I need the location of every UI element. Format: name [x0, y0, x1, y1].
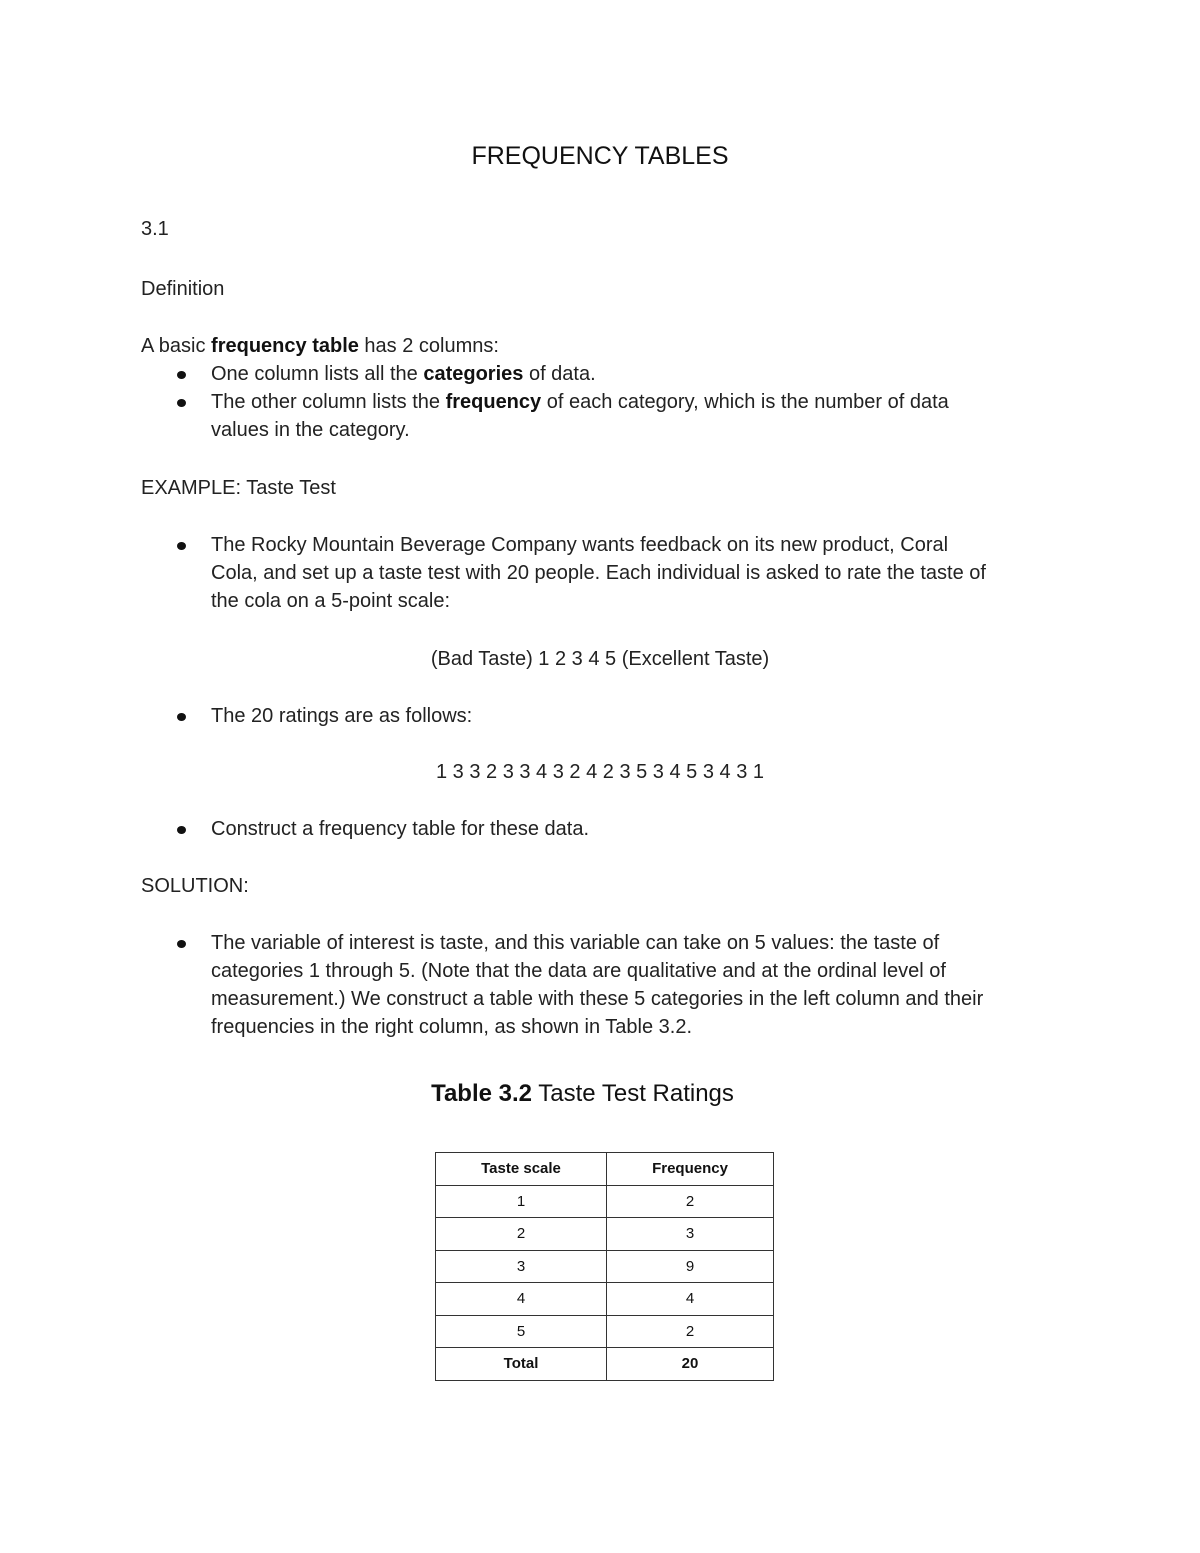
cell: 3 [436, 1250, 607, 1283]
example-line: Cola, and set up a taste test with 20 people. Each individual is asked to rate the taste of [211, 562, 986, 584]
cell: 5 [436, 1315, 607, 1348]
bullet-icon [177, 542, 186, 550]
cell: 2 [607, 1185, 774, 1218]
solution-heading: SOLUTION: [141, 875, 249, 897]
table-row [436, 1218, 774, 1251]
table-row [436, 1250, 774, 1283]
text: of data. [523, 363, 596, 385]
solution-line: The variable of interest is taste, and this variable can take on 5 values: the taste of [211, 932, 940, 954]
caption-text: Taste Test Ratings [532, 1080, 734, 1107]
page-title: FREQUENCY TABLES [471, 142, 729, 170]
bold-term: frequency table [211, 335, 359, 357]
bullet-categories [211, 360, 596, 388]
bullet-frequency-cont: values in the category. [211, 419, 410, 441]
bullet-frequency [211, 388, 949, 416]
section-number: 3.1 [141, 218, 169, 240]
cell: 9 [607, 1250, 774, 1283]
caption-label: Table 3.2 [431, 1080, 533, 1107]
text: The other column lists the [211, 391, 446, 413]
header-cell: Frequency [607, 1153, 774, 1186]
bullet-icon [177, 371, 186, 379]
ratings-data: 1 3 3 2 3 3 4 3 2 4 2 3 5 3 4 5 3 4 3 1 [435, 761, 765, 783]
example-heading: EXAMPLE: Taste Test [141, 477, 336, 499]
bullet-icon [177, 826, 186, 834]
frequency-table [435, 1152, 774, 1381]
bold-term: frequency [445, 391, 542, 413]
bold-term: categories [423, 363, 524, 385]
intro-text [141, 332, 499, 360]
cell: 1 [436, 1185, 607, 1218]
example-line: the cola on a 5-point scale: [211, 590, 451, 612]
bullet-icon [177, 399, 186, 407]
table-row [436, 1315, 774, 1348]
solution-line: frequencies in the right column, as shown in Table 3.2. [211, 1016, 693, 1038]
cell: 2 [607, 1315, 774, 1348]
cell: 20 [607, 1348, 774, 1381]
cell: 2 [436, 1218, 607, 1251]
text: A basic [141, 335, 212, 357]
bullet-icon [177, 940, 186, 948]
cell: 4 [607, 1283, 774, 1316]
example-line: The Rocky Mountain Beverage Company wants feedback on its new product, Coral [211, 534, 949, 556]
table-row [436, 1185, 774, 1218]
table-row [436, 1283, 774, 1316]
solution-line: measurement.) We construct a table with these 5 categories in the left column and their [211, 988, 984, 1010]
table-total-row [436, 1348, 774, 1381]
table-caption [380, 1080, 785, 1108]
text: of each category, which is the number of data [541, 391, 949, 413]
cell: Total [436, 1348, 607, 1381]
bullet-icon [177, 713, 186, 721]
text: has 2 columns: [358, 335, 499, 357]
solution-line: categories 1 through 5. (Note that the data are qualitative and at the ordinal level of [211, 960, 946, 982]
scale-text: (Bad Taste) 1 2 3 4 5 (Excellent Taste) [430, 648, 770, 670]
cell: 4 [436, 1283, 607, 1316]
cell: 3 [607, 1218, 774, 1251]
header-cell: Taste scale [436, 1153, 607, 1186]
definition-heading: Definition [141, 278, 225, 300]
ratings-bullet: The 20 ratings are as follows: [211, 705, 473, 727]
construct-bullet: Construct a frequency table for these data. [211, 818, 589, 840]
text: One column lists all the [211, 363, 424, 385]
table-header-row [436, 1153, 774, 1186]
